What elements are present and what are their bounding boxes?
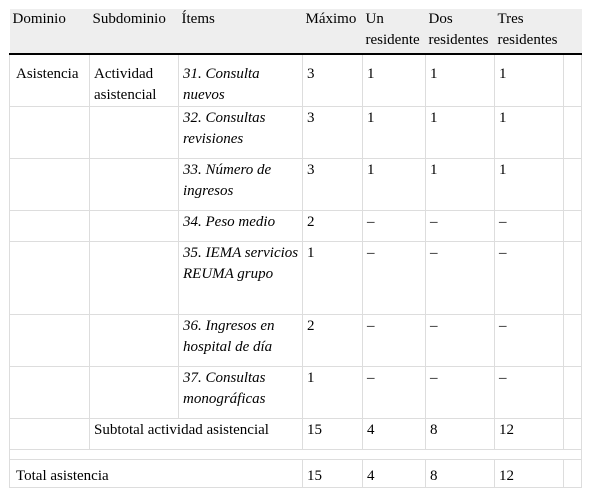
cell-tres-residentes: – bbox=[495, 367, 564, 419]
cell-item: 31. Consulta nuevos bbox=[179, 54, 303, 107]
cell-maximo: 2 bbox=[303, 211, 363, 242]
cell-dos-residentes: 1 bbox=[426, 54, 495, 107]
cell-tres-residentes: 1 bbox=[495, 159, 564, 211]
total-label: Total asistencia bbox=[10, 460, 303, 488]
subtotal-un-residente: 4 bbox=[363, 419, 426, 450]
subtotal-row bbox=[10, 419, 582, 450]
total-maximo: 15 bbox=[303, 460, 363, 488]
cell-item: 35. IEMA servicios REUMA grupo bbox=[179, 242, 303, 315]
cell-dominio bbox=[10, 315, 90, 367]
cell-item: 36. Ingresos en hospital de día bbox=[179, 315, 303, 367]
subtotal-dos-residentes: 8 bbox=[426, 419, 495, 450]
table-row bbox=[10, 211, 582, 242]
table-row bbox=[10, 242, 582, 315]
cell-maximo: 1 bbox=[303, 367, 363, 419]
spacer-cell bbox=[10, 450, 582, 460]
cell-maximo: 3 bbox=[303, 107, 363, 159]
total-row bbox=[10, 460, 582, 488]
cell-dominio bbox=[10, 159, 90, 211]
subtotal-label: Subtotal actividad asistencial bbox=[90, 419, 303, 450]
header-un-residente: Un residente bbox=[363, 9, 426, 54]
cell-dominio bbox=[10, 419, 90, 450]
subtotal-maximo: 15 bbox=[303, 419, 363, 450]
table-row bbox=[10, 315, 582, 367]
cell-spacer bbox=[564, 460, 582, 488]
cell-tres-residentes: – bbox=[495, 211, 564, 242]
cell-un-residente: – bbox=[363, 211, 426, 242]
cell-dominio bbox=[10, 211, 90, 242]
cell-dos-residentes: – bbox=[426, 211, 495, 242]
cell-un-residente: – bbox=[363, 242, 426, 315]
cell-spacer bbox=[564, 54, 582, 107]
cell-un-residente: 1 bbox=[363, 107, 426, 159]
header-dos-residentes: Dos residentes bbox=[426, 9, 495, 54]
cell-subdominio bbox=[90, 107, 179, 159]
table-row bbox=[10, 367, 582, 419]
table-row bbox=[10, 159, 582, 211]
table-row bbox=[10, 54, 582, 107]
subtotal-tres-residentes: 12 bbox=[495, 419, 564, 450]
cell-dominio bbox=[10, 367, 90, 419]
cell-subdominio bbox=[90, 159, 179, 211]
cell-dos-residentes: 1 bbox=[426, 107, 495, 159]
cell-un-residente: – bbox=[363, 315, 426, 367]
cell-item: 37. Consultas monográficas bbox=[179, 367, 303, 419]
table-row bbox=[10, 107, 582, 159]
cell-spacer bbox=[564, 367, 582, 419]
cell-dos-residentes: – bbox=[426, 315, 495, 367]
cell-tres-residentes: 1 bbox=[495, 54, 564, 107]
cell-dominio bbox=[10, 107, 90, 159]
cell-subdominio: Actividad asistencial bbox=[90, 54, 179, 107]
cell-spacer bbox=[564, 315, 582, 367]
cell-spacer bbox=[564, 242, 582, 315]
header-dominio: Dominio bbox=[10, 9, 90, 54]
cell-spacer bbox=[564, 211, 582, 242]
cell-un-residente: 1 bbox=[363, 159, 426, 211]
cell-dos-residentes: – bbox=[426, 367, 495, 419]
cell-tres-residentes: 1 bbox=[495, 107, 564, 159]
cell-spacer bbox=[564, 159, 582, 211]
cell-tres-residentes: – bbox=[495, 315, 564, 367]
cell-spacer bbox=[564, 107, 582, 159]
cell-spacer bbox=[564, 419, 582, 450]
cell-maximo: 1 bbox=[303, 242, 363, 315]
cell-subdominio bbox=[90, 315, 179, 367]
total-dos-residentes: 8 bbox=[426, 460, 495, 488]
cell-maximo: 2 bbox=[303, 315, 363, 367]
cell-subdominio bbox=[90, 211, 179, 242]
cell-dos-residentes: – bbox=[426, 242, 495, 315]
cell-item: 33. Número de ingresos bbox=[179, 159, 303, 211]
cell-dominio bbox=[10, 242, 90, 315]
spacer-row bbox=[10, 450, 582, 460]
scoring-table-container bbox=[9, 9, 581, 488]
header-spacer bbox=[564, 9, 582, 54]
header-items: Ítems bbox=[179, 9, 303, 54]
cell-un-residente: 1 bbox=[363, 54, 426, 107]
cell-dos-residentes: 1 bbox=[426, 159, 495, 211]
cell-maximo: 3 bbox=[303, 54, 363, 107]
total-un-residente: 4 bbox=[363, 460, 426, 488]
header-maximo: Máximo bbox=[303, 9, 363, 54]
cell-item: 32. Consultas revisiones bbox=[179, 107, 303, 159]
cell-dominio: Asistencia bbox=[10, 54, 90, 107]
cell-tres-residentes: – bbox=[495, 242, 564, 315]
cell-maximo: 3 bbox=[303, 159, 363, 211]
cell-subdominio bbox=[90, 367, 179, 419]
header-subdominio: Subdominio bbox=[90, 9, 179, 54]
header-tres-residentes: Tres residentes bbox=[495, 9, 564, 54]
cell-un-residente: – bbox=[363, 367, 426, 419]
header-row bbox=[10, 9, 582, 54]
scoring-table bbox=[9, 9, 582, 488]
cell-subdominio bbox=[90, 242, 179, 315]
cell-item: 34. Peso medio bbox=[179, 211, 303, 242]
total-tres-residentes: 12 bbox=[495, 460, 564, 488]
